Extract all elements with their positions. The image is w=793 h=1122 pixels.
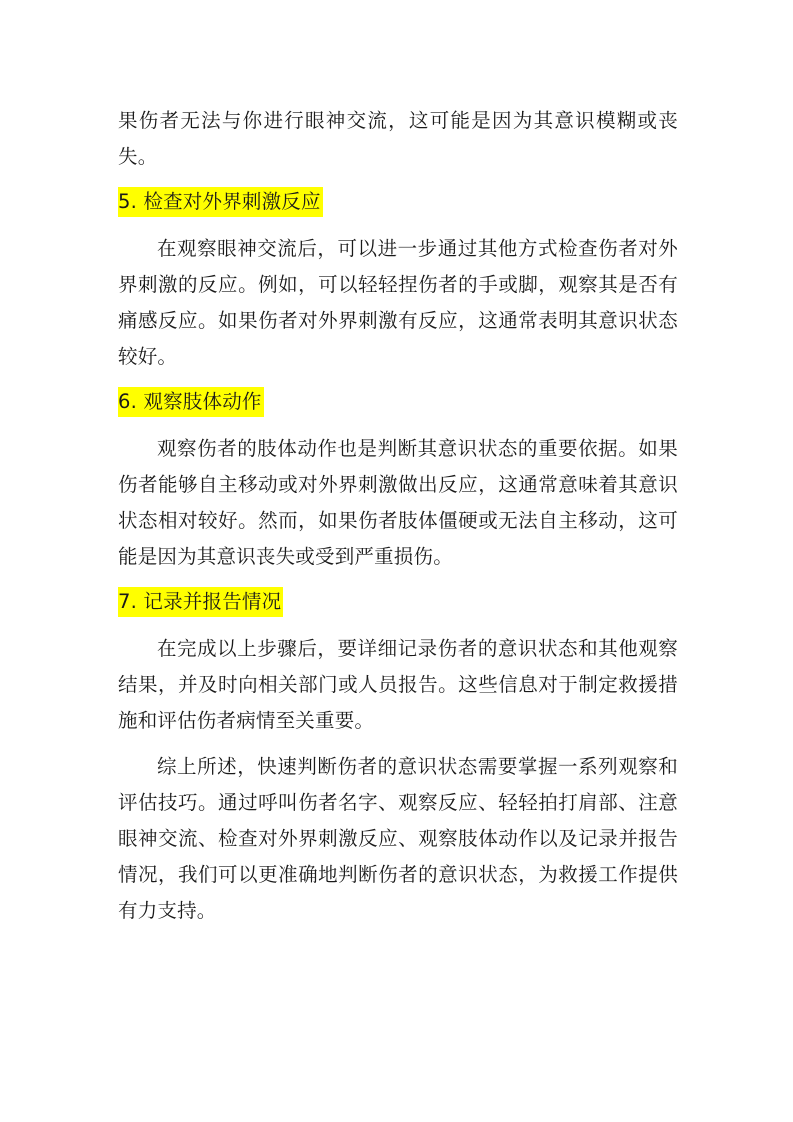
paragraph-gap: [118, 739, 678, 749]
summary-paragraph: 综上所述，快速判断伤者的意识状态需要掌握一系列观察和评估技巧。通过呼叫伤者名字、观察反应、轻轻拍打肩部、注意眼神交流、检查对外界刺激反应、观察肢体动作以及记录并报告情况，我们可以更准确地判断伤者的意识状态，为救援工作提供有力支持。: [118, 755, 678, 922]
document-page: [118, 103, 678, 929]
section-heading-row: [118, 185, 678, 221]
section-body-6: 观察伤者的肢体动作也是判断其意识状态的重要依据。如果伤者能够自主移动或对外界刺激做出反应，这通常意味着其意识状态相对较好。然而，如果伤者肢体僵硬或无法自主移动，这可能是因为其意识丧失或受到严重损伤。: [118, 437, 678, 568]
section-heading-row: [118, 385, 678, 421]
continuation-paragraph: 果伤者无法与你进行眼神交流，这可能是因为其意识模糊或丧失。: [118, 109, 678, 168]
section-heading-row: [118, 585, 678, 621]
section-body-5: 在观察眼神交流后，可以进一步通过其他方式检查伤者对外界刺激的反应。例如，可以轻轻捏伤者的手或脚，观察其是否有痛感反应。如果伤者对外界刺激有反应，这通常表明其意识状态较好。: [118, 237, 678, 368]
section-body-7: 在完成以上步骤后，要详细记录伤者的意识状态和其他观察结果，并及时向相关部门或人员报告。这些信息对于制定救援措施和评估伤者病情至关重要。: [118, 637, 678, 732]
section-heading-5: 5. 检查对外界刺激反应: [118, 187, 323, 217]
section-heading-7: 7. 记录并报告情况: [118, 587, 283, 617]
section-heading-6: 6. 观察肢体动作: [118, 387, 264, 417]
